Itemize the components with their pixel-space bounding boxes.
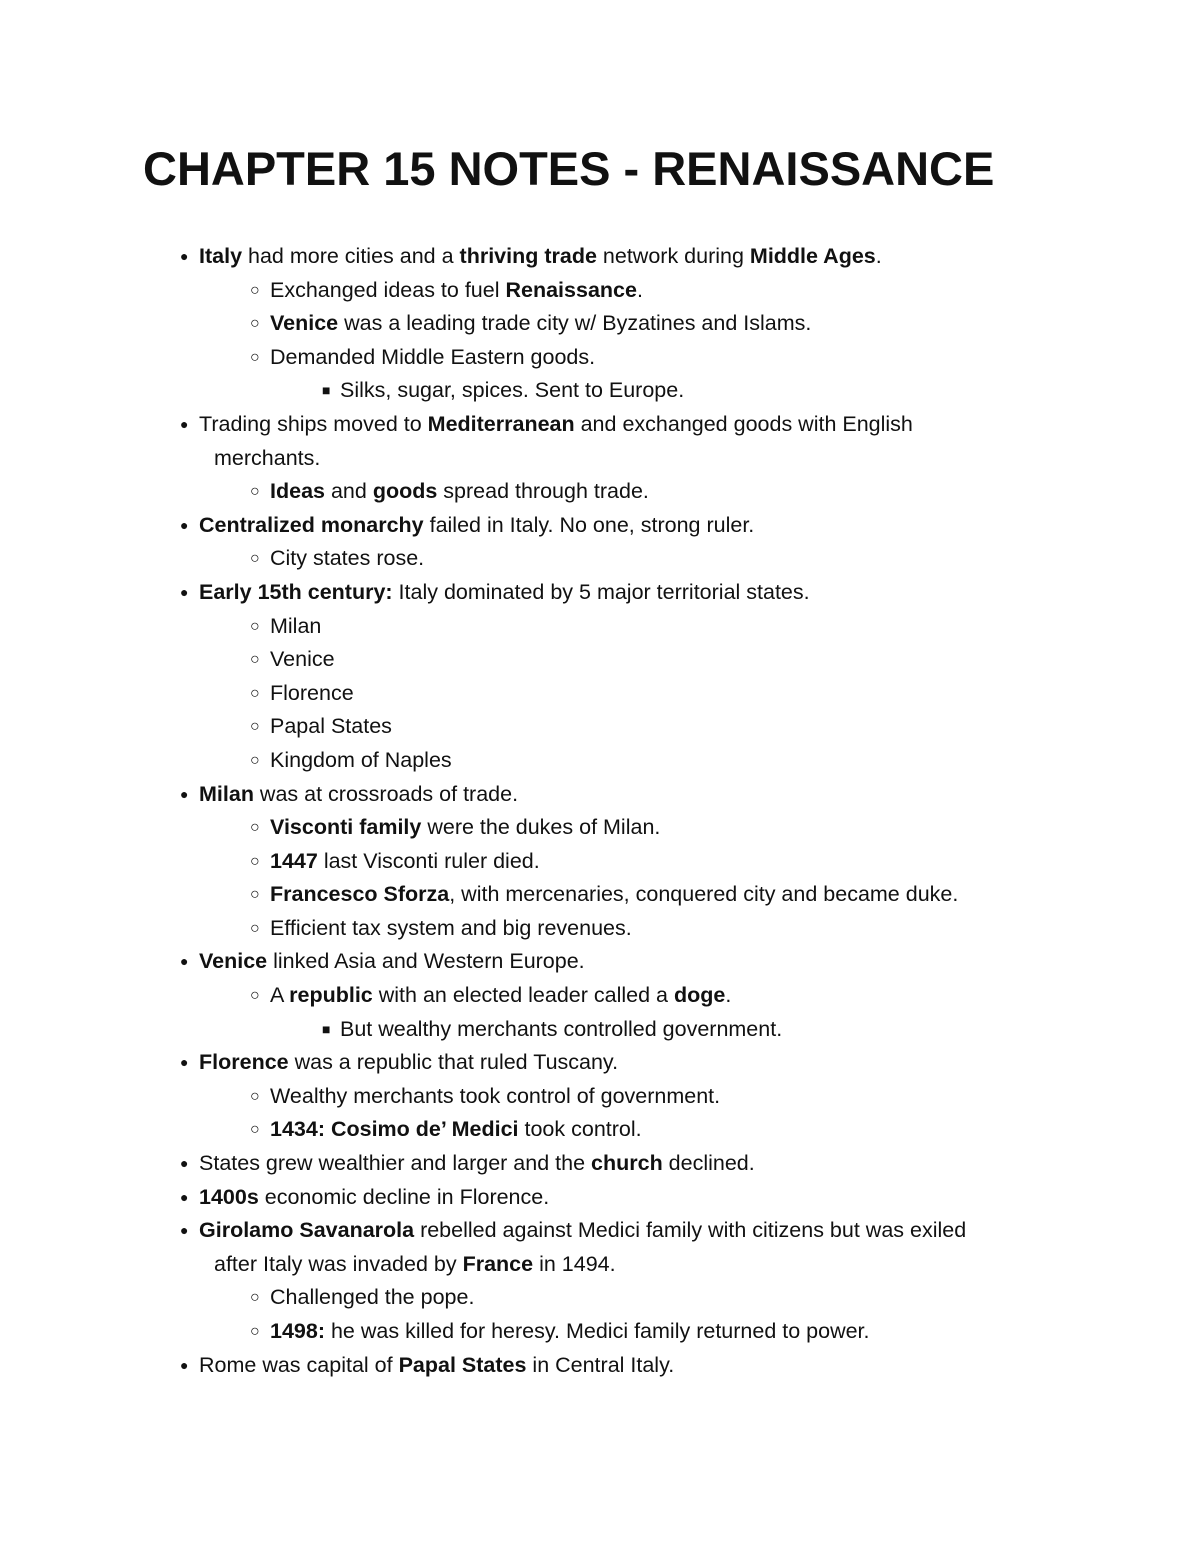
- bullet-circle-marker: ○: [250, 281, 260, 299]
- bullet-dot-marker: ●: [180, 1356, 189, 1373]
- text-run: merchants.: [214, 445, 321, 470]
- bold-term: Ideas: [270, 479, 325, 504]
- list-item: [0, 1080, 1200, 1114]
- bullet-circle-marker: ○: [250, 348, 260, 366]
- notes-outline: [0, 240, 1200, 1382]
- bullet-circle-marker: ○: [250, 483, 260, 501]
- list-item: [0, 945, 1200, 979]
- bullet-dot-marker: ●: [180, 415, 189, 432]
- list-item: [0, 1281, 1200, 1315]
- bullet-dot-marker: ●: [180, 583, 189, 600]
- text-run: and exchanged goods with English: [574, 411, 913, 436]
- text-run: linked Asia and Western Europe.: [267, 949, 585, 974]
- bullet-dot-marker: ●: [180, 785, 189, 802]
- bold-term: doge: [673, 983, 726, 1008]
- bullet-dot-marker: ●: [180, 953, 189, 970]
- list-item: [0, 374, 1200, 408]
- bold-term: Italy: [199, 244, 243, 268]
- bullet-circle-marker: ○: [250, 1087, 260, 1105]
- list-item: [0, 307, 1200, 341]
- bullet-circle-marker: ○: [250, 617, 260, 635]
- list-item: [0, 1046, 1200, 1080]
- bullet-square-marker: ■: [322, 1020, 331, 1037]
- text-run: Wealthy merchants took control of government.: [270, 1083, 721, 1108]
- list-item: [0, 475, 1200, 509]
- bullet-circle-marker: ○: [250, 684, 260, 702]
- text-run: was at crossroads of trade.: [253, 781, 519, 806]
- list-item: [0, 1147, 1200, 1181]
- text-run: last Visconti ruler died.: [317, 848, 540, 873]
- bullet-circle-marker: ○: [250, 1289, 260, 1307]
- text-run: .: [875, 244, 882, 268]
- bold-term: Papal States: [398, 1352, 527, 1377]
- list-item: [0, 845, 1200, 879]
- text-run: network during: [596, 244, 750, 268]
- bullet-circle-marker: ○: [250, 886, 260, 904]
- bullet-circle-marker: ○: [250, 1323, 260, 1340]
- list-item: [0, 643, 1200, 677]
- bold-term: Centralized monarchy: [199, 512, 424, 537]
- list-item: [0, 1181, 1200, 1215]
- page-title: CHAPTER 15 NOTES - RENAISSANCE: [143, 142, 995, 195]
- bold-term: 1498:: [270, 1319, 325, 1343]
- text-run: was a leading trade city w/ Byzatines and Islams.: [338, 311, 812, 336]
- list-item: [0, 1113, 1200, 1147]
- text-run: Exchanged ideas to fuel: [270, 277, 506, 302]
- text-run: But wealthy merchants controlled government.: [340, 1016, 783, 1041]
- bullet-circle-marker: ○: [250, 651, 260, 669]
- text-run: were the dukes of Milan.: [421, 815, 661, 840]
- list-item: [0, 509, 1200, 543]
- text-run: rebelled against Medici family with citizens but was exiled: [414, 1218, 967, 1243]
- list-item: [0, 1248, 1200, 1282]
- list-item: [0, 912, 1200, 946]
- bullet-circle-marker: ○: [250, 718, 260, 736]
- bullet-dot-marker: ●: [180, 1222, 189, 1239]
- text-run: Silks, sugar, spices. Sent to Europe.: [340, 378, 685, 403]
- text-run: Venice: [270, 647, 335, 672]
- bullet-circle-marker: ○: [250, 315, 260, 333]
- list-item: [0, 778, 1200, 812]
- bullet-dot-marker: ●: [180, 516, 189, 533]
- bold-term: Venice: [270, 311, 339, 336]
- list-item: [0, 408, 1200, 442]
- bullet-circle-marker: ○: [250, 987, 260, 1005]
- text-run: , with mercenaries, conquered city and became duke.: [449, 882, 959, 907]
- text-run: Italy dominated by 5 major territorial states.: [392, 579, 810, 604]
- text-run: declined.: [662, 1151, 755, 1176]
- text-run: .: [725, 983, 732, 1008]
- text-run: was a republic that ruled Tuscany.: [288, 1050, 619, 1075]
- bold-term: thriving trade: [459, 244, 597, 268]
- text-run: Rome was capital of: [199, 1352, 399, 1377]
- list-item: [0, 1315, 1200, 1349]
- list-item: [0, 878, 1200, 912]
- bold-term: 1434: Cosimo de’ Medici: [270, 1117, 519, 1142]
- list-item: [0, 677, 1200, 711]
- text-run: failed in Italy. No one, strong ruler.: [423, 512, 755, 537]
- bold-term: France: [462, 1251, 534, 1276]
- bold-term: goods: [372, 479, 438, 504]
- list-item: [0, 341, 1200, 375]
- bullet-square-marker: ■: [322, 382, 331, 399]
- text-run: had more cities and a: [242, 244, 460, 268]
- text-run: and: [324, 479, 373, 504]
- text-run: City states rose.: [270, 546, 425, 571]
- text-run: Efficient tax system and big revenues.: [270, 915, 632, 940]
- text-run: States grew wealthier and larger and the: [199, 1151, 592, 1176]
- list-item: [0, 1214, 1200, 1248]
- text-run: with an elected leader called a: [372, 983, 674, 1008]
- bold-term: Florence: [199, 1050, 289, 1075]
- bullet-circle-marker: ○: [250, 819, 260, 837]
- bold-term: Venice: [199, 949, 268, 974]
- bullet-circle-marker: ○: [250, 919, 260, 937]
- list-item: [0, 442, 1200, 476]
- text-run: Florence: [270, 680, 354, 705]
- bold-term: Middle Ages: [749, 244, 876, 268]
- list-item: [0, 576, 1200, 610]
- text-run: Trading ships moved to: [199, 411, 428, 436]
- text-run: in Central Italy.: [526, 1352, 675, 1377]
- bullet-dot-marker: ●: [180, 1054, 189, 1071]
- bullet-circle-marker: ○: [250, 1121, 260, 1139]
- list-item: [0, 240, 1200, 274]
- list-item: [0, 710, 1200, 744]
- bold-term: republic: [289, 983, 373, 1008]
- list-item: [0, 979, 1200, 1013]
- bold-term: Renaissance: [505, 277, 637, 302]
- bold-term: Girolamo Savanarola: [199, 1218, 415, 1243]
- text-run: after Italy was invaded by: [214, 1251, 463, 1276]
- bullet-circle-marker: ○: [250, 550, 260, 568]
- text-run: Papal States: [270, 714, 392, 739]
- bullet-circle-marker: ○: [250, 751, 260, 769]
- bullet-circle-marker: ○: [250, 852, 260, 870]
- bold-term: Visconti family: [270, 815, 422, 840]
- bold-term: Early 15th century:: [199, 579, 393, 604]
- list-item: [0, 1349, 1200, 1383]
- list-item: [0, 542, 1200, 576]
- list-item: [0, 1013, 1200, 1047]
- bold-term: Mediterranean: [427, 411, 575, 436]
- text-run: Milan: [270, 613, 322, 638]
- text-run: A: [270, 983, 290, 1008]
- text-run: .: [636, 277, 643, 302]
- text-run: Kingdom of Naples: [270, 747, 452, 772]
- bullet-dot-marker: ●: [180, 248, 189, 264]
- text-run: Challenged the pope.: [270, 1285, 475, 1310]
- list-item: [0, 274, 1200, 308]
- text-run: spread through trade.: [437, 479, 649, 504]
- bold-term: Francesco Sforza: [270, 882, 450, 907]
- list-item: [0, 610, 1200, 644]
- list-item: [0, 744, 1200, 778]
- text-run: took control.: [518, 1117, 642, 1142]
- text-run: he was killed for heresy. Medici family returned to power.: [325, 1319, 870, 1343]
- list-item: [0, 811, 1200, 845]
- bullet-dot-marker: ●: [180, 1155, 189, 1172]
- bullet-dot-marker: ●: [180, 1188, 189, 1205]
- bold-term: church: [591, 1151, 663, 1176]
- text-run: Demanded Middle Eastern goods.: [270, 344, 596, 369]
- bold-term: 1447: [270, 848, 318, 873]
- text-run: in 1494.: [533, 1251, 616, 1276]
- bold-term: 1400s: [199, 1184, 259, 1209]
- text-run: economic decline in Florence.: [258, 1184, 550, 1209]
- bold-term: Milan: [199, 781, 254, 806]
